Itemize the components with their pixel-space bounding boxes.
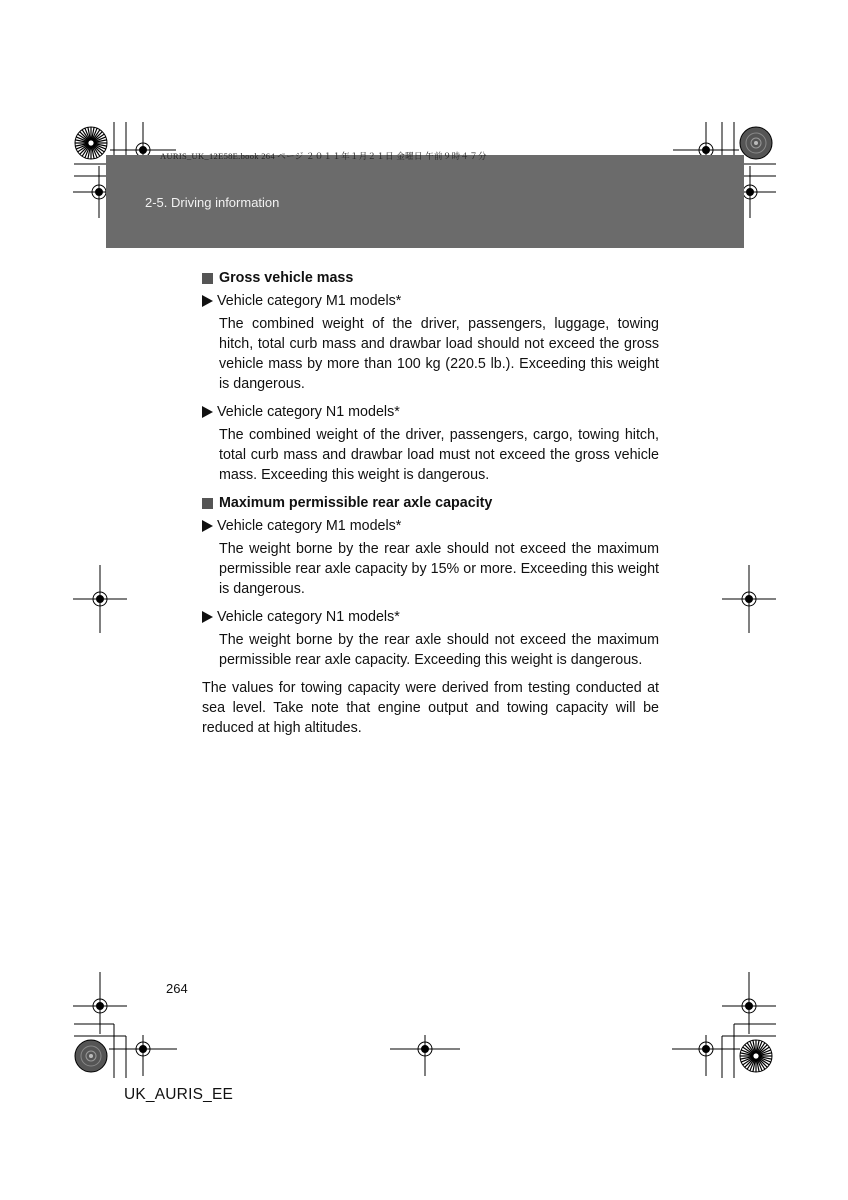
page-number: 264 — [166, 981, 188, 996]
star-target-top-right — [740, 127, 772, 159]
heading-text: Gross vehicle mass — [219, 270, 354, 286]
category-text: Vehicle category M1 models* — [217, 518, 402, 534]
star-target-bottom-left — [75, 1040, 107, 1072]
main-content — [202, 268, 659, 738]
footer-code: UK_AURIS_EE — [124, 1086, 234, 1103]
category-text: Vehicle category M1 models* — [217, 293, 402, 309]
section-heading — [202, 493, 659, 513]
body-paragraph: The combined weight of the driver, passengers, luggage, towing hitch, total curb mass and drawbar load should not exceed the gross vehicle mass by more than 100 kg (220.5 lb.). Exceeding this weight is dangerous. — [219, 316, 659, 392]
body-paragraph: The combined weight of the driver, passengers, cargo, towing hitch, total curb mass and drawbar load must not exceed the gross vehicle mass. Exceeding this weight is dangerous. — [219, 427, 659, 483]
triangle-bullet-icon — [202, 520, 213, 532]
section-title: 2-5. Driving information — [145, 195, 280, 210]
star-target-top-left — [75, 127, 107, 159]
heading-text: Maximum permissible rear axle capacity — [219, 495, 493, 511]
category-text: Vehicle category N1 models* — [217, 404, 400, 420]
square-bullet-icon — [202, 273, 213, 284]
category-label — [202, 402, 659, 422]
body-paragraph: The weight borne by the rear axle should not exceed the maximum permissible rear axle capacity by 15% or more. Exceeding this weight is dangerous. — [219, 541, 659, 597]
section-heading — [202, 268, 659, 288]
print-info-line: AURIS_UK_12E58E.book 264 ページ ２０１１年１月２１日 金曜日 午前９時４７分 — [160, 151, 487, 161]
category-label — [202, 291, 659, 311]
triangle-bullet-icon — [202, 611, 213, 623]
square-bullet-icon — [202, 498, 213, 509]
category-label — [202, 516, 659, 536]
towing-note: The values for towing capacity were derived from testing conducted at sea level. Take note that engine output and towing capacity will be reduced at high altitudes. — [202, 680, 659, 736]
triangle-bullet-icon — [202, 295, 213, 307]
category-text: Vehicle category N1 models* — [217, 609, 400, 625]
category-label — [202, 607, 659, 627]
body-paragraph: The weight borne by the rear axle should not exceed the maximum permissible rear axle capacity. Exceeding this weight is dangerous. — [219, 632, 659, 668]
star-target-bottom-right — [740, 1040, 772, 1072]
triangle-bullet-icon — [202, 406, 213, 418]
